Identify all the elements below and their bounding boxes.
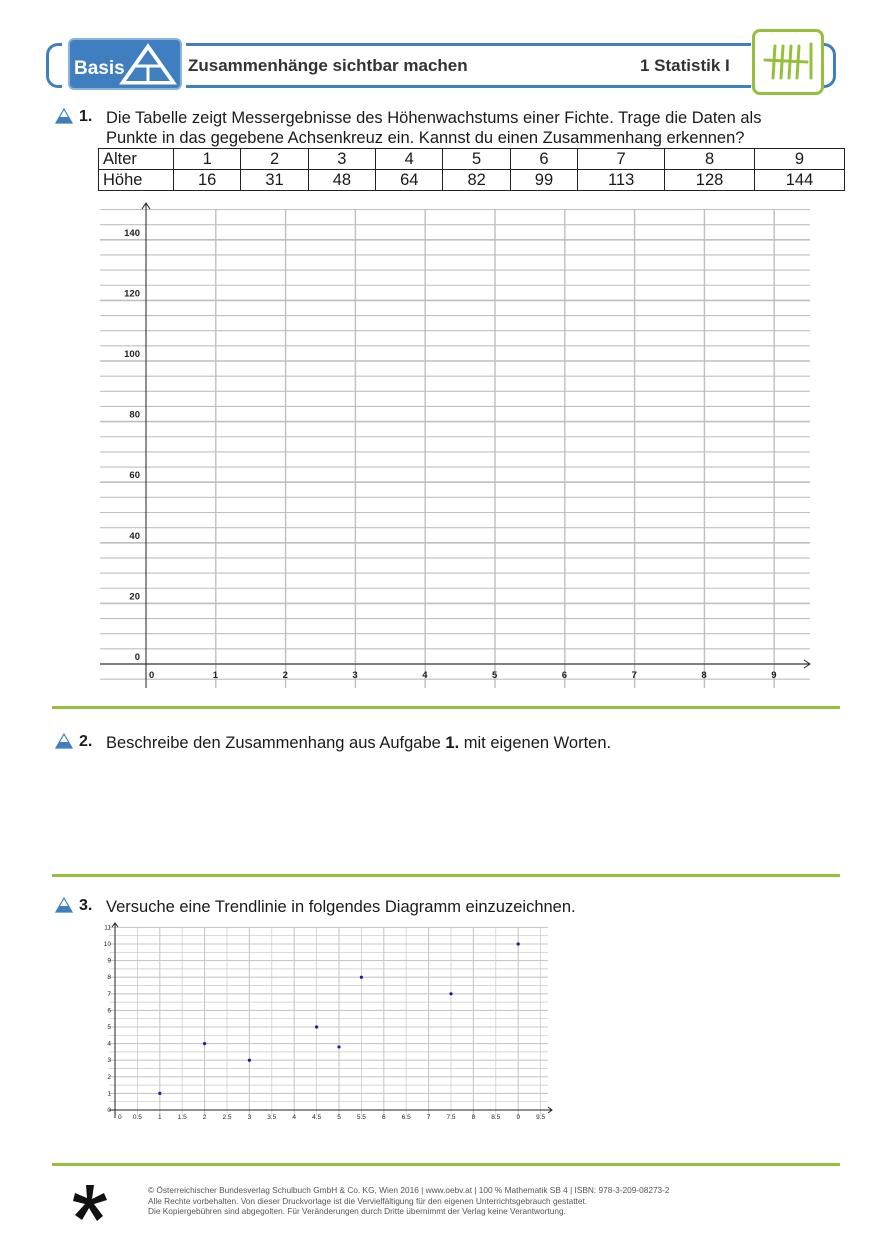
- separator: [52, 874, 840, 877]
- chart-2-scatter: [0, 915, 890, 1130]
- exercise-2-number: 2.: [79, 733, 93, 750]
- page-title: Zusammenhänge sichtbar machen: [188, 56, 468, 75]
- x-tick-label: 4: [422, 670, 428, 681]
- y-tick-label: 140: [124, 227, 140, 239]
- x-tick-label: 2: [202, 1114, 207, 1121]
- x-tick-label: 2.5: [222, 1114, 232, 1121]
- footer-line: Die Kopiergebühren sind abgegolten. Für Veränderungen durch Dritte übernimmt der Verlag keine Verantwortung.: [148, 1206, 566, 1216]
- x-tick-label: 9.5: [536, 1114, 546, 1121]
- x-tick-label: 8: [471, 1114, 476, 1121]
- table-cell: 4: [376, 149, 443, 170]
- data-point: [517, 942, 520, 945]
- y-tick-label: 1: [107, 1090, 111, 1098]
- y-tick-label: 10: [103, 941, 111, 948]
- exercise-3-number: 3.: [79, 897, 93, 914]
- y-tick-label: 40: [129, 530, 140, 542]
- table-cell: 8: [665, 149, 755, 170]
- exercise-2-text-part: Beschreibe den Zusammenhang aus Aufgabe: [106, 734, 446, 752]
- exercise-2-text-part: mit eigenen Worten.: [459, 734, 612, 752]
- exercise-3-text: Versuche eine Trendlinie in folgendes Diagramm einzuzeichnen.: [106, 898, 576, 916]
- table-cell: 64: [376, 170, 443, 191]
- y-tick-label: 11: [104, 924, 111, 932]
- x-tick-label: 2: [282, 670, 288, 681]
- x-tick-label: 7: [631, 670, 637, 681]
- y-tick-label: 120: [124, 288, 140, 300]
- table-cell: 113: [578, 170, 665, 191]
- level-pyramid-icon: [55, 897, 73, 913]
- exercise-2-text: [106, 733, 611, 753]
- basis-label: Basis: [74, 58, 125, 79]
- y-tick-label: 2: [107, 1073, 111, 1081]
- x-tick-label: 0.5: [132, 1114, 142, 1121]
- publisher-logo-icon: [72, 1183, 108, 1223]
- footer-line: © Österreichischer Bundesverlag Schulbuch GmbH & Co. KG, Wien 2016 | www.oebv.at | 100 % Mathematik SB 4 | ISBN: 978-3-209-08273-2: [148, 1185, 670, 1195]
- y-tick-label: 100: [124, 349, 140, 360]
- x-tick-label: 8: [701, 670, 707, 681]
- y-tick-label: 8: [107, 974, 111, 982]
- x-tick-label: 5: [337, 1114, 341, 1121]
- section-title: 1 Statistik I: [640, 56, 730, 75]
- x-tick-label: 7.5: [446, 1114, 456, 1121]
- table-cell: 5: [443, 149, 510, 170]
- table-cell: 48: [308, 170, 375, 191]
- y-tick-label: 4: [107, 1040, 111, 1048]
- x-tick-label: 1.5: [177, 1114, 187, 1121]
- y-tick-label: 80: [129, 409, 140, 421]
- x-tick-label: 5.5: [356, 1114, 366, 1121]
- data-point: [360, 976, 363, 979]
- table-cell: 99: [510, 170, 577, 191]
- y-tick-label: 9: [107, 957, 111, 965]
- y-tick-label: 0: [107, 1107, 111, 1114]
- footer-copyright: [148, 1185, 670, 1217]
- table-cell: 6: [510, 149, 577, 170]
- x-tick-label: 3.5: [267, 1114, 277, 1121]
- separator: [52, 1163, 840, 1166]
- x-tick-label: 8.5: [491, 1114, 501, 1121]
- y-tick-label: 5: [107, 1024, 111, 1031]
- x-tick-label: 5: [492, 670, 498, 681]
- footer-line: Alle Rechte vorbehalten. Von dieser Druckvorlage ist die Vervielfältigung für den eigenen Unterrichtsgebrauch gestattet.: [148, 1195, 588, 1206]
- data-point: [315, 1025, 318, 1028]
- x-tick-label: 7: [426, 1114, 431, 1121]
- separator: [52, 706, 840, 709]
- x-tick-label: 4.5: [312, 1114, 322, 1121]
- x-tick-label: 0: [149, 670, 155, 681]
- table-cell: 31: [241, 170, 308, 191]
- exercise-2-ref: 1.: [445, 734, 460, 752]
- x-tick-label: 3: [352, 670, 358, 681]
- x-tick-label: 3: [247, 1114, 252, 1121]
- exercise-1-line-1: Die Tabelle zeigt Messergebnisse des Höhenwachstums einer Fichte. Trage die Daten als: [106, 109, 762, 127]
- x-tick-label: 6: [561, 670, 568, 681]
- x-tick-label: 6: [381, 1114, 386, 1121]
- table-cell: 3: [308, 149, 375, 170]
- x-tick-label: 1: [212, 670, 219, 681]
- table-cell: 1: [174, 149, 241, 170]
- y-tick-label: 60: [129, 470, 140, 482]
- table-cell: 2: [241, 149, 308, 170]
- x-tick-label: 0: [118, 1114, 122, 1121]
- table-row-label: Alter: [99, 149, 174, 170]
- exercise-1-line-2: Punkte in das gegebene Achsenkreuz ein. Kannst du einen Zusammenhang erkennen?: [106, 129, 745, 147]
- table-cell: 128: [665, 170, 755, 191]
- y-tick-label: 20: [129, 591, 140, 603]
- x-tick-label: 1: [157, 1114, 162, 1121]
- data-point: [158, 1092, 161, 1095]
- x-tick-label: 4: [292, 1114, 297, 1121]
- exercise-1-number: 1.: [79, 108, 93, 125]
- table-cell: 82: [443, 170, 510, 191]
- y-tick-label: 7: [107, 990, 111, 998]
- y-tick-label: 3: [107, 1057, 111, 1065]
- y-tick-label: 0: [134, 652, 140, 663]
- table-cell: 144: [755, 170, 845, 191]
- table-cell: 9: [755, 149, 845, 170]
- data-point: [337, 1045, 340, 1048]
- data-point: [203, 1042, 206, 1045]
- x-tick-label: 9: [771, 670, 777, 681]
- data-point: [449, 992, 452, 995]
- x-tick-label: 6.5: [401, 1114, 411, 1121]
- table-cell: 7: [578, 149, 665, 170]
- level-pyramid-icon: [55, 733, 73, 749]
- table-cell: 16: [174, 170, 241, 191]
- data-point: [248, 1059, 251, 1062]
- table-row-label: Höhe: [99, 170, 174, 191]
- x-tick-label: 9: [516, 1114, 521, 1121]
- y-tick-label: 6: [107, 1007, 111, 1015]
